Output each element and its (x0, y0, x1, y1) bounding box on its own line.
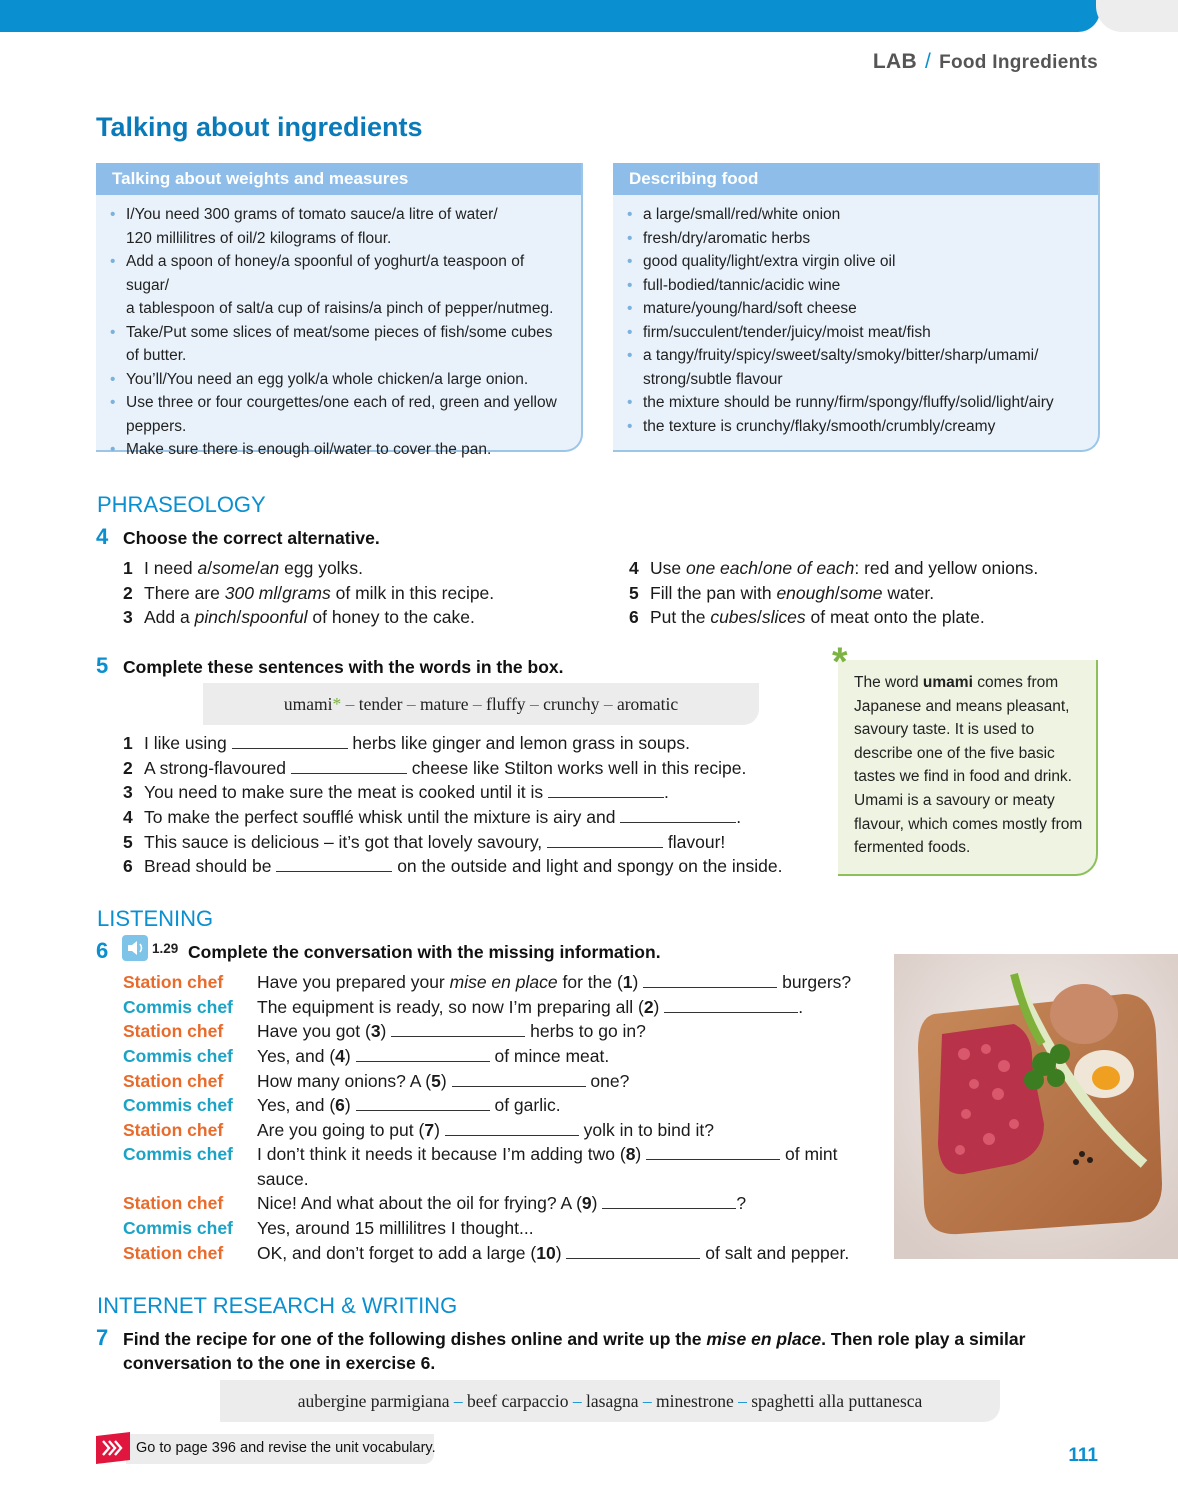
speaker-label: Commis chef (123, 1218, 233, 1238)
answer-blank[interactable] (291, 759, 407, 774)
exercise-6-number: 6 (96, 938, 109, 963)
exercise-5-item (123, 832, 725, 853)
line-text: ) (440, 1071, 452, 1091)
item-text: To make the perfect soufflé whisk until the mixture is airy and (144, 807, 621, 827)
item-number: 3 (123, 782, 133, 802)
item-text: Put the (650, 607, 711, 627)
note-text-pre: The word (854, 674, 923, 691)
umami-note-text (854, 671, 1086, 860)
word-separator: – (529, 694, 539, 714)
exercise-4-item (123, 558, 363, 579)
speaker-label: Station chef (123, 972, 224, 992)
line-text: herbs to go in? (525, 1021, 646, 1041)
item-text: Bread should be (144, 856, 277, 876)
conversation-line (257, 1218, 534, 1239)
list-item: • Use three or four courgettes/one each of red, green and yellow (126, 391, 567, 415)
header-subtitle: Food Ingredients (939, 52, 1098, 73)
word-separator: – (738, 1391, 747, 1411)
item-text: . (664, 782, 669, 802)
item-text: There are (144, 583, 225, 603)
answer-blank[interactable] (646, 1145, 780, 1160)
list-item: • a tangy/fruity/spicy/sweet/salty/smoky/bitter/sharp/umami/ (643, 344, 1084, 368)
item-number: 1 (123, 558, 133, 578)
list-item-continuation: of butter. (126, 347, 187, 364)
item-text: on the outside and light and spongy on the inside. (392, 856, 783, 876)
item-text: You need to make sure the meat is cooked until it is (144, 782, 549, 802)
minced-meat-photo (894, 954, 1178, 1259)
conversation-line (257, 997, 803, 1018)
word: aromatic (616, 694, 679, 714)
top-banner (0, 0, 1100, 32)
list-item: • good quality/light/extra virgin olive oil (643, 250, 1084, 274)
instruction-italic: mise en place (706, 1329, 822, 1349)
exercise-4-item (629, 558, 1038, 579)
note-text-bold: umami (922, 674, 973, 691)
speaker-label: Commis chef (123, 1144, 233, 1164)
conversation-line (257, 1071, 629, 1092)
alternative-option[interactable]: some (212, 558, 255, 578)
answer-blank[interactable] (276, 857, 392, 872)
exercise-5-item (123, 856, 782, 877)
gap-number: 2 (643, 997, 654, 1017)
page-number: 111 (1068, 1445, 1098, 1466)
conversation-line (257, 1144, 838, 1165)
answer-blank[interactable] (620, 808, 736, 823)
item-text: / (207, 558, 213, 578)
exercise-6-instruction: Complete the conversation with the missing information. (188, 942, 661, 962)
forward-arrows-icon (96, 1432, 130, 1464)
item-text: of honey to the cake. (307, 607, 475, 627)
word-separator: – (345, 694, 355, 714)
minced-meat-image (894, 954, 1178, 1259)
word-asterisk: * (332, 694, 342, 714)
list-item: • You’ll/You need an egg yolk/a whole chicken/a large onion. (126, 368, 567, 392)
line-text: ) (380, 1021, 392, 1041)
audio-icon[interactable] (122, 935, 148, 961)
gap-number: 7 (424, 1120, 435, 1140)
weights-measures-heading: Talking about weights and measures (96, 163, 581, 195)
exercise-5-instruction: Complete these sentences with the words in the box. (123, 657, 564, 677)
describing-food-list (613, 195, 1098, 438)
gap-number: 8 (625, 1144, 636, 1164)
item-text: / (236, 607, 242, 627)
alternative-option[interactable]: an (259, 558, 280, 578)
answer-blank[interactable] (356, 1047, 490, 1062)
top-banner-tab (1096, 0, 1178, 32)
exercise-4-item (629, 607, 985, 628)
exercise-5-item (123, 807, 741, 828)
word-separator: – (642, 1391, 652, 1411)
item-number: 4 (629, 558, 639, 578)
list-item: • firm/succulent/tender/juicy/moist meat/fish (643, 321, 1084, 345)
answer-blank[interactable] (445, 1121, 579, 1136)
speaker-label: Commis chef (123, 997, 233, 1017)
phraseology-heading: PHRASEOLOGY (97, 492, 266, 517)
line-text: ) (635, 1144, 647, 1164)
gap-number: 6 (335, 1095, 345, 1115)
conversation-line (257, 1046, 609, 1067)
internet-research-heading: INTERNET RESEARCH & WRITING (97, 1293, 458, 1318)
page-title: Talking about ingredients (96, 112, 423, 142)
answer-blank[interactable] (566, 1244, 700, 1259)
header-lab: LAB (872, 50, 917, 73)
instruction-part: Find the recipe for one of the following dishes online and write up the (123, 1329, 707, 1349)
conversation-line (257, 972, 851, 993)
line-text: Have you prepared your (257, 972, 450, 992)
line-text: of salt and pepper. (700, 1243, 850, 1263)
instruction-part: . Then role play a similar (821, 1329, 1026, 1349)
line-text: burgers? (777, 972, 852, 992)
item-number: 3 (123, 607, 133, 627)
speaker-label: Station chef (123, 1243, 224, 1263)
line-text: OK, and don’t forget to add a large ( (257, 1243, 537, 1263)
weights-measures-box (96, 163, 583, 458)
exercise-4-item (123, 583, 494, 604)
item-text: of meat onto the plate. (805, 607, 985, 627)
answer-blank[interactable] (356, 1096, 490, 1111)
list-item-continuation: strong/subtle flavour (643, 370, 783, 388)
header-separator: / (924, 50, 932, 73)
speaker-icon (122, 935, 148, 961)
exercise-5-item (123, 758, 746, 779)
word: fluffy (486, 694, 526, 714)
line-text: How many onions? A ( (257, 1071, 432, 1091)
dish: aubergine parmigiana (297, 1391, 450, 1411)
speaker-label: Station chef (123, 1193, 224, 1213)
line-text: ) (632, 972, 644, 992)
item-text: Use (650, 558, 686, 578)
item-text: I like using (144, 733, 232, 753)
note-text-post: comes from Japanese and means pleasant, savoury taste. It is used to describe one of the five basic tastes we find in food and drink. Umami is a savoury or meaty flavour, which comes mostly from fermented foods. (854, 674, 1083, 857)
exercise-4-number: 4 (96, 524, 109, 549)
exercise-4-item (629, 583, 934, 604)
gap-number: 10 (536, 1243, 556, 1263)
dishes-box (220, 1380, 1000, 1422)
line-text: yolk in to bind it? (578, 1120, 714, 1140)
alternative-option[interactable]: grams (282, 583, 331, 603)
line-text: of mince meat. (489, 1046, 610, 1066)
speaker-label: Station chef (123, 1071, 224, 1091)
conversation-line (257, 1193, 746, 1214)
list-item: • Take/Put some slices of meat/some pieces of fish/some cubes (126, 321, 567, 345)
item-text: Add a (144, 607, 195, 627)
item-text: I need (144, 558, 198, 578)
speaker-label: Station chef (123, 1021, 224, 1041)
list-item: • Add a spoon of honey/a spoonful of yoghurt/a teaspoon of sugar/ (126, 250, 567, 297)
alternative-option[interactable]: 300 ml (224, 583, 278, 603)
answer-blank[interactable] (664, 998, 798, 1013)
dish: beef carpaccio (466, 1391, 569, 1411)
exercise-7-instruction-line2: conversation to the one in exercise 6. (123, 1353, 436, 1373)
item-text: / (758, 558, 763, 578)
gap-number: 4 (335, 1046, 345, 1066)
exercise-4-item (123, 607, 475, 628)
item-text: / (757, 607, 762, 627)
item-number: 1 (123, 733, 133, 753)
alternative-option[interactable]: some (839, 583, 883, 603)
conversation-line (257, 1169, 309, 1190)
line-text: ) (555, 1243, 567, 1263)
word-separator: – (472, 694, 482, 714)
item-text: of milk in this recipe. (330, 583, 495, 603)
line-text: I don’t think it needs it because I’m adding two ( (257, 1144, 626, 1164)
line-text: one? (585, 1071, 630, 1091)
conversation-line (257, 1095, 561, 1116)
line-text: The equipment is ready, so now I’m preparing all ( (257, 997, 644, 1017)
list-item-continuation: 120 millilitres of oil/2 kilograms of flour. (126, 229, 392, 247)
word: crunchy (543, 694, 600, 714)
word-separator: – (603, 694, 613, 714)
alternative-option[interactable]: enough (776, 583, 835, 603)
conversation-line (257, 1021, 646, 1042)
item-number: 5 (629, 583, 639, 603)
answer-blank[interactable] (547, 833, 663, 848)
line-text: Yes, around 15 millilitres I thought... (257, 1218, 534, 1238)
item-number: 4 (123, 807, 133, 827)
line-text: ) (344, 1095, 356, 1115)
exercise-5-number: 5 (96, 653, 109, 678)
alternative-option[interactable]: slices (761, 607, 806, 627)
item-text: / (254, 558, 260, 578)
gap-number: 5 (431, 1071, 441, 1091)
word: mature (419, 694, 469, 714)
list-item-continuation: peppers. (126, 417, 187, 435)
list-item: • the mixture should be runny/firm/spongy/fluffy/solid/light/airy (643, 391, 1084, 415)
gap-number: 3 (370, 1021, 381, 1041)
item-number: 6 (123, 856, 133, 876)
note-star-icon: * (832, 640, 848, 684)
line-text: for the ( (557, 972, 623, 992)
conversation-line (257, 1243, 849, 1264)
list-item: • full-bodied/tannic/acidic wine (643, 274, 1084, 298)
gap-number: 9 (581, 1193, 592, 1213)
line-text: Nice! And what about the oil for frying? A ( (257, 1193, 582, 1213)
item-text: cheese like Stilton works well in this recipe. (406, 758, 747, 778)
alternative-option[interactable]: one each (685, 558, 758, 578)
exercise-5-item (123, 782, 669, 803)
alternative-option[interactable]: pinch (194, 607, 237, 627)
word-separator: – (572, 1391, 582, 1411)
line-text: Yes, and ( (257, 1095, 336, 1115)
word-box (203, 683, 759, 725)
word-separator: – (453, 1391, 463, 1411)
item-text: herbs like ginger and lemon grass in soups. (347, 733, 690, 753)
word: umami (283, 694, 333, 714)
answer-blank[interactable] (391, 1022, 525, 1037)
alternative-option[interactable]: a (197, 558, 208, 578)
dish: minestrone (655, 1391, 734, 1411)
speaker-label: Commis chef (123, 1095, 233, 1115)
item-text: flavour! (663, 832, 726, 852)
list-item: • Make sure there is enough oil/water to cover the pan. (126, 438, 567, 462)
line-text: of garlic. (489, 1095, 561, 1115)
audio-track-number: 1.29 (152, 941, 179, 956)
line-text: of mint (780, 1144, 838, 1164)
alternative-option[interactable]: one of each (762, 558, 855, 578)
footer-note-text: Go to page 396 and revise the unit vocabulary. (136, 1440, 436, 1456)
exercise-7-number: 7 (96, 1325, 109, 1350)
item-number: 6 (629, 607, 639, 627)
item-number: 5 (123, 832, 133, 852)
describing-food-heading: Describing food (613, 163, 1098, 195)
line-text: Have you got ( (257, 1021, 371, 1041)
item-text: This sauce is delicious – it’s got that lovely savoury, (144, 832, 548, 852)
exercise-7-instruction (123, 1329, 1025, 1350)
item-text: Fill the pan with (650, 583, 777, 603)
line-text: ) (653, 997, 665, 1017)
list-item-continuation: a tablespoon of salt/a cup of raisins/a pinch of pepper/nutmeg. (126, 300, 554, 317)
item-text: water. (882, 583, 935, 603)
describing-food-box (613, 163, 1100, 452)
line-text: ? (736, 1193, 747, 1213)
dish: spaghetti alla puttanesca (751, 1391, 923, 1411)
answer-blank[interactable] (643, 973, 777, 988)
conversation-line (257, 1120, 714, 1141)
exercise-5-item (123, 733, 690, 754)
list-item: • I/You need 300 grams of tomato sauce/a litre of water/ (126, 203, 567, 227)
weights-measures-list (96, 195, 581, 462)
alternative-option[interactable]: cubes (710, 607, 758, 627)
line-text: Are you going to put ( (257, 1120, 425, 1140)
line-text: . (798, 997, 804, 1017)
item-text: A strong-flavoured (144, 758, 291, 778)
answer-blank[interactable] (548, 783, 664, 798)
line-text: Yes, and ( (257, 1046, 336, 1066)
item-text: . (736, 807, 742, 827)
line-text: ) (344, 1046, 356, 1066)
line-text: ) (591, 1193, 603, 1213)
item-text: / (277, 583, 283, 603)
word-separator: – (406, 694, 416, 714)
line-italic: mise en place (449, 972, 558, 992)
gap-number: 1 (622, 972, 633, 992)
speaker-label: Commis chef (123, 1046, 233, 1066)
answer-blank[interactable] (232, 734, 348, 749)
list-item: • a large/small/red/white onion (643, 203, 1084, 227)
exercise-4-instruction: Choose the correct alternative. (123, 528, 380, 548)
alternative-option[interactable]: spoonful (241, 607, 308, 627)
answer-blank[interactable] (452, 1072, 586, 1087)
dish: lasagna (586, 1391, 639, 1411)
list-item: • the texture is crunchy/flaky/smooth/crumbly/creamy (643, 415, 1084, 439)
list-item: • fresh/dry/aromatic herbs (643, 227, 1084, 251)
item-number: 2 (123, 583, 133, 603)
item-text: / (834, 583, 840, 603)
listening-heading: LISTENING (97, 906, 214, 931)
answer-blank[interactable] (602, 1194, 736, 1209)
item-number: 2 (123, 758, 133, 778)
list-item: • mature/young/hard/soft cheese (643, 297, 1084, 321)
item-text: : red and yellow onions. (854, 558, 1039, 578)
item-text: egg yolks. (279, 558, 363, 578)
line-text: sauce. (257, 1169, 309, 1189)
running-header (873, 50, 1098, 74)
speaker-label: Station chef (123, 1120, 224, 1140)
line-text: ) (434, 1120, 445, 1140)
word: tender (358, 694, 403, 714)
